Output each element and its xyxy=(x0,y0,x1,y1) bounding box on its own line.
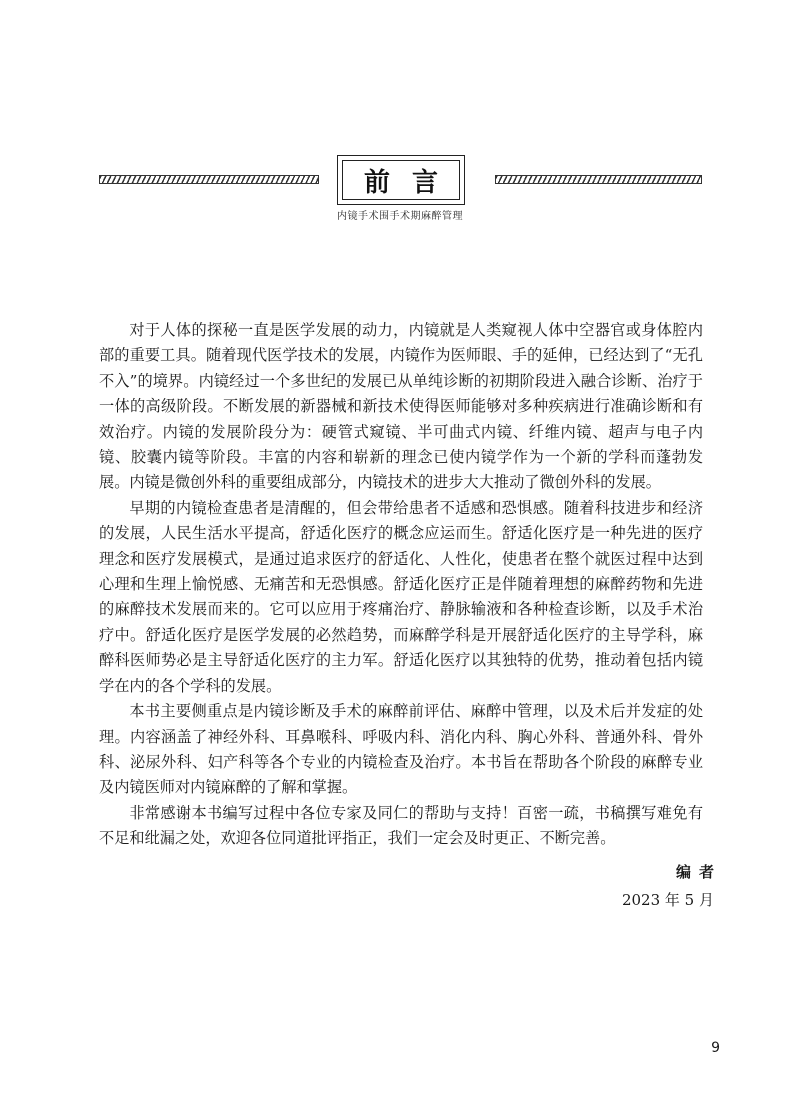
page-number: 9 xyxy=(711,1040,720,1056)
paragraph: 对于人体的探秘一直是医学发展的动力，内镜就是人类窥视人体中空器官或身体腔内部的重要工具。随着现代医学技术的发展，内镜作为医师眼、手的延伸，已经达到了“无孔不入”的境界。内镜经过一个多世纪的发展已从单纯诊断的初期阶段进入融合诊断、治疗于一体的高级阶段。不断发展的新器械和新技术使得医师能够对多种疾病进行准确诊断和有效治疗。内镜的发展阶段分为：硬管式窥镜、半可曲式内镜、纤维内镜、超声与电子内镜、胶囊内镜等阶段。丰富的内容和崭新的理念已使内镜学作为一个新的学科而蓬勃发展。内镜是微创外科的重要组成部分，内镜技术的进步大大推动了微创外科的发展。 xyxy=(99,321,703,492)
paragraph: 早期的内镜检查患者是清醒的，但会带给患者不适感和恐惧感。随着科技进步和经济的发展，人民生活水平提高，舒适化医疗的概念应运而生。舒适化医疗是一种先进的医疗理念和医疗发展模式，是通过追求医疗的舒适化、人性化，使患者在整个就医过程中达到心理和生理上愉悦感、无痛苦和无恐惧感。舒适化医疗正是伴随着理想的麻醉药物和先进的麻醉技术发展而来的。它可以应用于疼痛治疗、静脉输液和各种检查诊断，以及手术治疗中。舒适化医疗是医学发展的必然趋势，而麻醉学科是开展舒适化医疗的主导学科，麻醉科医师势必是主导舒适化医疗的主力军。舒适化医疗以其独特的优势，推动着包括内镜学在内的各个学科的发展。 xyxy=(99,498,703,695)
signature-date: 2023 年 5 月 xyxy=(621,891,714,909)
paragraph: 本书主要侧重点是内镜诊断及手术的麻醉前评估、麻醉中管理，以及术后并发症的处理。内容涵盖了神经外科、耳鼻喉科、呼吸内科、消化内科、胸心外科、普通外科、骨外科、泌尿外科、妇产科等各个专业的内镜检查及治疗。本书旨在帮助各个阶段的麻醉专业及内镜医师对内镜麻醉的了解和掌握。 xyxy=(99,702,703,797)
preface-body xyxy=(99,318,703,852)
decorative-stripe-right xyxy=(495,175,702,184)
page-title: 前言 xyxy=(363,167,460,198)
signature-block xyxy=(500,858,722,914)
paragraph: 非常感谢本书编写过程中各位专家及同仁的帮助与支持！百密一疏，书稿撰写难免有不足和纰漏之处，欢迎各位同道批评指正，我们一定会及时更正、不断完善。 xyxy=(99,803,703,848)
title-frame xyxy=(337,155,465,205)
decorative-stripe-left xyxy=(99,175,319,184)
book-subtitle: 内镜手术围手术期麻醉管理 xyxy=(337,211,463,222)
page-header xyxy=(0,0,800,230)
author-signature: 编者 xyxy=(675,863,722,881)
